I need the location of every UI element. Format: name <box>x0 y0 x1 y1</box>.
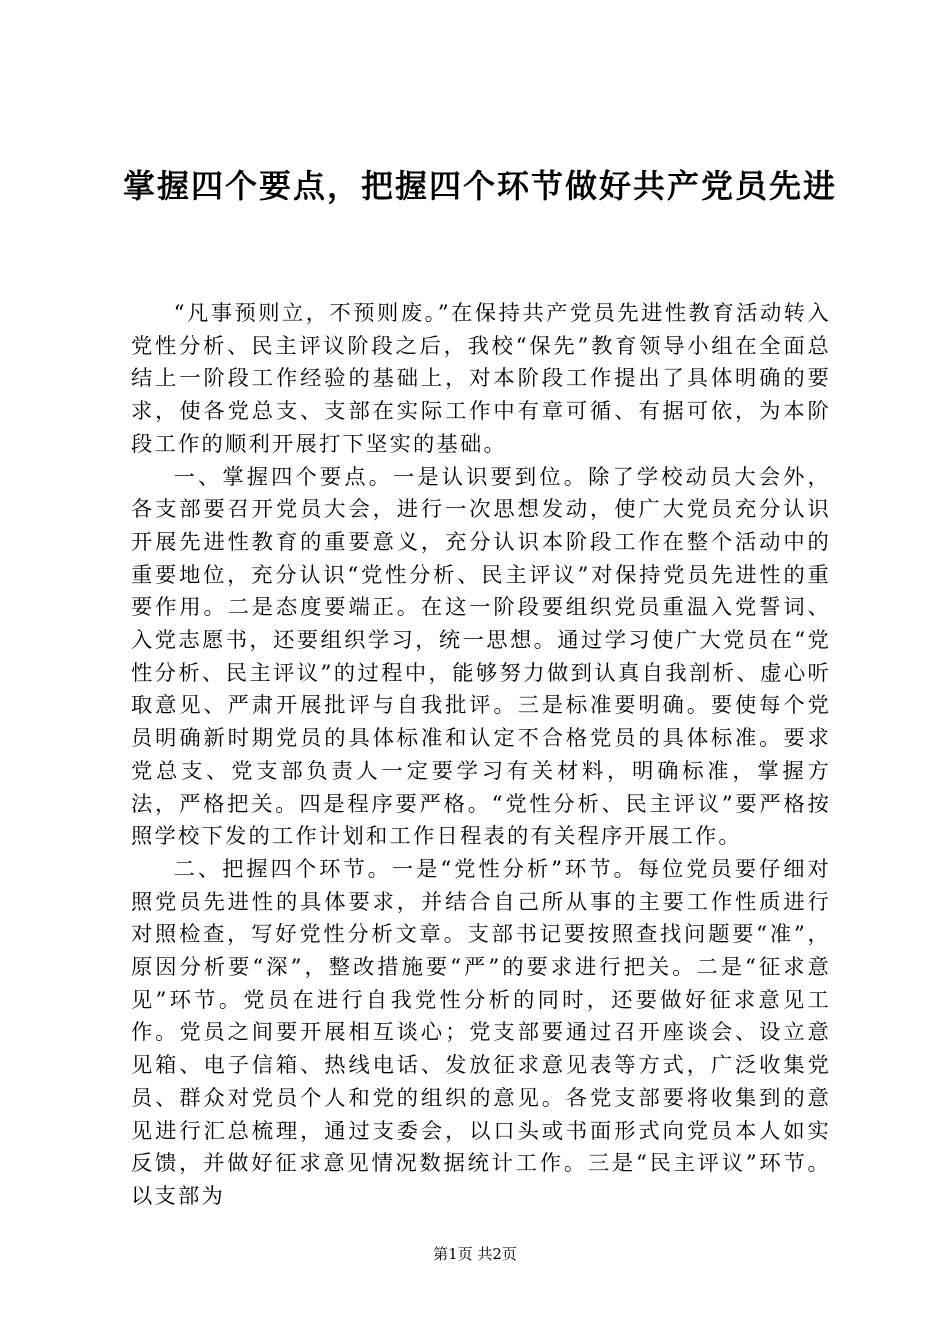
paragraph-four-points: 一、掌握四个要点。一是认识要到位。除了学校动员大会外，各支部要召开党员大会，进行一次思想发动，使广大党员充分认识开展先进性教育的重要意义，充分认识本阶段工作在整个活动中的重要地位，充分认识“党性分析、民主评议”对保持党员先进性的重要作用。二是态度要端正。在这一阶段要组织党员重温入党誓词、入党志愿书，还要组织学习，统一思想。通过学习使广大党员在“党性分析、民主评议”的过程中，能够努力做到认真自我剖析、虚心听取意见、严肃开展批评与自我批评。三是标准要明确。要使每个党员明确新时期党员的具体标准和认定不合格党员的具体标准。要求党总支、党支部负责人一定要学习有关材料，明确标准，掌握方法，严格把关。四是程序要严格。“党性分析、民主评议”要严格按照学校下发的工作计划和工作日程表的有关程序开展工作。 <box>131 464 831 850</box>
document-title: 掌握四个要点，把握四个环节做好共产党员先进 <box>122 167 837 205</box>
paragraph-intro: “凡事预则立，不预则废。”在保持共产党员先进性教育活动转入党性分析、民主评议阶段之后，我校“保先”教育领导小组在全面总结上一阶段工作经验的基础上，对本阶段工作提出了具体明确的要求，使各党总支、支部在实际工作中有章可循、有据可依，为本阶段工作的顺利开展打下坚实的基础。 <box>131 301 831 457</box>
page-number-footer: 第1页 共2页 <box>433 1245 517 1263</box>
paragraph-four-links: 二、把握四个环节。一是“党性分析”环节。每位党员要仔细对照党员先进性的具体要求，并结合自己所从事的主要工作性质进行对照检查，写好党性分析文章。支部书记要按照查找问题要“准”，原因分析要“深”，整改措施要“严”的要求进行把关。二是“征求意见”环节。党员在进行自我党性分析的同时，还要做好征求意见工作。党员之间要开展相互谈心；党支部要通过召开座谈会、设立意见箱、电子信箱、热线电话、发放征求意见表等方式，广泛收集党员、群众对党员个人和党的组织的意见。各党支部要将收集到的意见进行汇总梳理，通过支委会，以口头或书面形式向党员本人如实反馈，并做好征求意见情况数据统计工作。三是“民主评议”环节。以支部为 <box>131 856 831 1209</box>
document-body <box>131 298 831 1214</box>
